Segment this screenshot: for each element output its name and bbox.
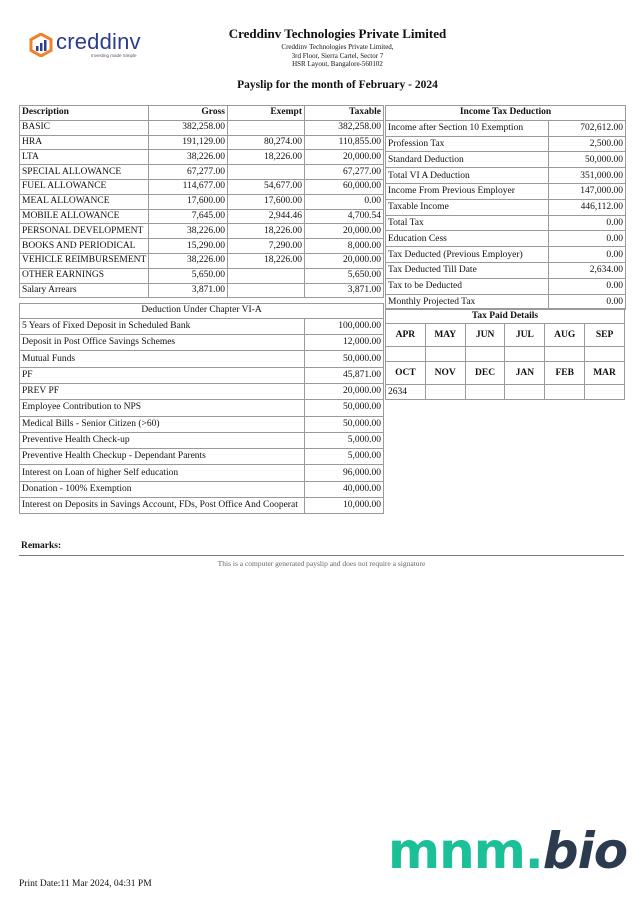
earning-gross: 15,290.00 bbox=[149, 239, 228, 254]
deduction-amount: 20,000.00 bbox=[305, 383, 384, 399]
income-tax-label: Total Tax bbox=[386, 215, 549, 231]
deduction-row bbox=[20, 367, 384, 383]
earnings-row bbox=[20, 120, 384, 135]
income-tax-value: 147,000.00 bbox=[549, 183, 626, 199]
income-tax-header: Income Tax Deduction bbox=[386, 106, 626, 121]
earning-gross: 38,226.00 bbox=[149, 224, 228, 239]
earning-description: Salary Arrears bbox=[20, 283, 149, 298]
income-tax-label: Education Cess bbox=[386, 231, 549, 247]
earning-exempt: 7,290.00 bbox=[228, 239, 305, 254]
earning-exempt: 18,226.00 bbox=[228, 150, 305, 165]
earning-exempt bbox=[228, 268, 305, 283]
tax-paid-month: FEB bbox=[545, 362, 585, 385]
watermark bbox=[388, 822, 627, 880]
deduction-description: Preventive Health Check-up bbox=[20, 432, 305, 448]
deduction-amount: 45,871.00 bbox=[305, 367, 384, 383]
earning-gross: 67,277.00 bbox=[149, 165, 228, 180]
earning-taxable: 20,000.00 bbox=[305, 150, 384, 165]
deduction-row bbox=[20, 383, 384, 399]
signature-note: This is a computer generated payslip and does not require a signature bbox=[217, 559, 426, 568]
tax-paid-value bbox=[505, 385, 545, 400]
income-tax-value: 351,000.00 bbox=[549, 168, 626, 184]
income-tax-label: Tax Deducted (Previous Employer) bbox=[386, 247, 549, 263]
earnings-row bbox=[20, 224, 384, 239]
deduction-amount: 5,000.00 bbox=[305, 432, 384, 448]
income-tax-row bbox=[386, 215, 626, 231]
earning-gross: 114,677.00 bbox=[149, 179, 228, 194]
tax-paid-month: JUL bbox=[505, 324, 545, 347]
deductions-header: Deduction Under Chapter VI-A bbox=[20, 304, 384, 319]
income-tax-row bbox=[386, 136, 626, 152]
income-tax-row bbox=[386, 183, 626, 199]
income-tax-table bbox=[385, 105, 626, 310]
earning-gross: 7,645.00 bbox=[149, 209, 228, 224]
tax-paid-value bbox=[425, 347, 465, 362]
income-tax-value: 0.00 bbox=[549, 247, 626, 263]
income-tax-value: 50,000.00 bbox=[549, 152, 626, 168]
tax-paid-value bbox=[425, 385, 465, 400]
col-header-description: Description bbox=[20, 106, 149, 121]
income-tax-row bbox=[386, 262, 626, 278]
tax-paid-month: DEC bbox=[465, 362, 505, 385]
income-tax-label: Monthly Projected Tax bbox=[386, 294, 549, 310]
tax-paid-month: NOV bbox=[425, 362, 465, 385]
tax-paid-month: SEP bbox=[585, 324, 625, 347]
deduction-row bbox=[20, 351, 384, 367]
deduction-amount: 50,000.00 bbox=[305, 351, 384, 367]
tax-paid-value bbox=[465, 385, 505, 400]
income-tax-row bbox=[386, 278, 626, 294]
logo-tagline: Investing made Simple bbox=[91, 53, 137, 58]
tax-paid-value bbox=[505, 347, 545, 362]
earning-taxable: 382,258.00 bbox=[305, 120, 384, 135]
earning-taxable: 0.00 bbox=[305, 194, 384, 209]
earning-gross: 38,226.00 bbox=[149, 150, 228, 165]
income-tax-row bbox=[386, 247, 626, 263]
earning-description: HRA bbox=[20, 135, 149, 150]
tax-paid-month: MAY bbox=[425, 324, 465, 347]
earning-gross: 191,129.00 bbox=[149, 135, 228, 150]
earning-exempt: 18,226.00 bbox=[228, 224, 305, 239]
tax-paid-values-row bbox=[386, 347, 625, 362]
earnings-table bbox=[19, 105, 384, 298]
tax-paid-month: MAR bbox=[585, 362, 625, 385]
divider bbox=[19, 555, 624, 556]
earning-exempt: 18,226.00 bbox=[228, 253, 305, 268]
income-tax-label: Income From Previous Employer bbox=[386, 183, 549, 199]
income-tax-value: 446,112.00 bbox=[549, 199, 626, 215]
deduction-description: PF bbox=[20, 367, 305, 383]
tax-paid-month: JAN bbox=[505, 362, 545, 385]
company-name: Creddinv Technologies Private Limited bbox=[228, 26, 447, 41]
earning-exempt bbox=[228, 165, 305, 180]
tax-paid-month: AUG bbox=[545, 324, 585, 347]
watermark-part1: mnm. bbox=[388, 822, 543, 880]
earning-taxable: 5,650.00 bbox=[305, 268, 384, 283]
earning-taxable: 67,277.00 bbox=[305, 165, 384, 180]
deduction-row bbox=[20, 416, 384, 432]
income-tax-row bbox=[386, 199, 626, 215]
income-tax-value: 0.00 bbox=[549, 215, 626, 231]
income-tax-value: 702,612.00 bbox=[549, 120, 626, 136]
earning-exempt: 2,944.46 bbox=[228, 209, 305, 224]
earnings-row bbox=[20, 135, 384, 150]
earning-exempt: 54,677.00 bbox=[228, 179, 305, 194]
address-line: 3rd Floor, Sierra Cartel, Sector 7 bbox=[291, 51, 384, 60]
income-tax-row bbox=[386, 152, 626, 168]
remarks-label: Remarks: bbox=[21, 541, 62, 551]
tax-paid-months-row bbox=[386, 324, 625, 347]
deduction-amount: 40,000.00 bbox=[305, 481, 384, 497]
earning-gross: 38,226.00 bbox=[149, 253, 228, 268]
earning-gross: 17,600.00 bbox=[149, 194, 228, 209]
deduction-row bbox=[20, 400, 384, 416]
earning-taxable: 4,700.54 bbox=[305, 209, 384, 224]
deduction-row bbox=[20, 335, 384, 351]
payslip-title: Payslip for the month of February - 2024 bbox=[237, 79, 438, 91]
tax-paid-value bbox=[465, 347, 505, 362]
deductions-table bbox=[19, 303, 384, 514]
deduction-row bbox=[20, 432, 384, 448]
income-tax-label: Profession Tax bbox=[386, 136, 549, 152]
deduction-amount: 50,000.00 bbox=[305, 416, 384, 432]
earnings-header-row bbox=[20, 106, 384, 121]
tax-paid-value bbox=[545, 385, 585, 400]
deduction-description: Interest on Loan of higher Self education bbox=[20, 465, 305, 481]
deduction-row bbox=[20, 481, 384, 497]
deduction-amount: 96,000.00 bbox=[305, 465, 384, 481]
col-header-exempt: Exempt bbox=[228, 106, 305, 121]
income-tax-value: 2,500.00 bbox=[549, 136, 626, 152]
earning-exempt: 80,274.00 bbox=[228, 135, 305, 150]
tax-paid-table bbox=[385, 308, 625, 400]
tax-paid-value bbox=[545, 347, 585, 362]
deduction-description: PREV PF bbox=[20, 383, 305, 399]
earnings-row bbox=[20, 179, 384, 194]
income-tax-value: 0.00 bbox=[549, 278, 626, 294]
income-tax-label: Tax Deducted Till Date bbox=[386, 262, 549, 278]
earning-taxable: 20,000.00 bbox=[305, 253, 384, 268]
watermark-part2: bio bbox=[542, 822, 628, 880]
earning-description: SPECIAL ALLOWANCE bbox=[20, 165, 149, 180]
earnings-row bbox=[20, 239, 384, 254]
earning-description: FUEL ALLOWANCE bbox=[20, 179, 149, 194]
tax-paid-value bbox=[585, 385, 625, 400]
income-tax-row bbox=[386, 231, 626, 247]
tax-paid-month: APR bbox=[386, 324, 426, 347]
earning-taxable: 110,855.00 bbox=[305, 135, 384, 150]
deduction-description: 5 Years of Fixed Deposit in Scheduled Bank bbox=[20, 318, 305, 334]
col-header-taxable: Taxable bbox=[305, 106, 384, 121]
deduction-row bbox=[20, 465, 384, 481]
earnings-row bbox=[20, 209, 384, 224]
address-line: HSR Layout, Bangalore-560102 bbox=[292, 60, 383, 68]
tax-paid-value bbox=[585, 347, 625, 362]
earning-description: LTA bbox=[20, 150, 149, 165]
income-tax-value: 0.00 bbox=[549, 294, 626, 310]
income-tax-value: 0.00 bbox=[549, 231, 626, 247]
deduction-amount: 12,000.00 bbox=[305, 335, 384, 351]
print-date: Print Date:11 Mar 2024, 04:31 PM bbox=[19, 879, 152, 889]
earning-taxable: 20,000.00 bbox=[305, 224, 384, 239]
earnings-row bbox=[20, 165, 384, 180]
deduction-description: Interest on Deposits in Savings Account, FDs, Post Office And Cooperat bbox=[20, 498, 305, 514]
earning-gross: 3,871.00 bbox=[149, 283, 228, 298]
company-header bbox=[200, 26, 475, 69]
tax-paid-month: OCT bbox=[386, 362, 426, 385]
deduction-amount: 5,000.00 bbox=[305, 449, 384, 465]
tax-paid-header: Tax Paid Details bbox=[386, 309, 625, 324]
tax-paid-month: JUN bbox=[465, 324, 505, 347]
address-line: Creddinv Technologies Private Limited, bbox=[281, 43, 394, 51]
deduction-row bbox=[20, 449, 384, 465]
earnings-row bbox=[20, 268, 384, 283]
earning-exempt bbox=[228, 120, 305, 135]
deduction-description: Mutual Funds bbox=[20, 351, 305, 367]
earning-description: MEAL ALLOWANCE bbox=[20, 194, 149, 209]
deduction-amount: 10,000.00 bbox=[305, 498, 384, 514]
earning-gross: 382,258.00 bbox=[149, 120, 228, 135]
tax-paid-value: 2634 bbox=[386, 385, 426, 400]
earning-description: PERSONAL DEVELOPMENT bbox=[20, 224, 149, 239]
deduction-amount: 50,000.00 bbox=[305, 400, 384, 416]
earnings-row bbox=[20, 253, 384, 268]
income-tax-label: Standard Deduction bbox=[386, 152, 549, 168]
income-tax-row bbox=[386, 168, 626, 184]
tax-paid-value bbox=[386, 347, 426, 362]
earning-description: BASIC bbox=[20, 120, 149, 135]
deduction-description: Deposit in Post Office Savings Schemes bbox=[20, 335, 305, 351]
deduction-description: Employee Contribution to NPS bbox=[20, 400, 305, 416]
earning-gross: 5,650.00 bbox=[149, 268, 228, 283]
earnings-row bbox=[20, 194, 384, 209]
earning-exempt bbox=[228, 283, 305, 298]
earnings-row bbox=[20, 283, 384, 298]
company-address bbox=[200, 43, 475, 69]
income-tax-label: Taxable Income bbox=[386, 199, 549, 215]
earning-description: OTHER EARNINGS bbox=[20, 268, 149, 283]
earning-description: MOBILE ALLOWANCE bbox=[20, 209, 149, 224]
deduction-description: Medical Bills - Senior Citizen (>60) bbox=[20, 416, 305, 432]
income-tax-value: 2,634.00 bbox=[549, 262, 626, 278]
earning-taxable: 8,000.00 bbox=[305, 239, 384, 254]
earning-taxable: 3,871.00 bbox=[305, 283, 384, 298]
earning-taxable: 60,000.00 bbox=[305, 179, 384, 194]
logo-chart-icon bbox=[29, 33, 53, 57]
tax-paid-values-row bbox=[386, 385, 625, 400]
earning-description: BOOKS AND PERIODICAL bbox=[20, 239, 149, 254]
deduction-row bbox=[20, 318, 384, 334]
logo-wordmark: creddinv bbox=[56, 29, 141, 54]
deduction-description: Preventive Health Checkup - Dependant Parents bbox=[20, 449, 305, 465]
income-tax-label: Total VI A Deduction bbox=[386, 168, 549, 184]
deduction-description: Donation - 100% Exemption bbox=[20, 481, 305, 497]
company-logo bbox=[29, 31, 149, 65]
income-tax-label: Income after Section 10 Exemption bbox=[386, 120, 549, 136]
income-tax-row bbox=[386, 120, 626, 136]
earnings-row bbox=[20, 150, 384, 165]
earning-exempt: 17,600.00 bbox=[228, 194, 305, 209]
tax-paid-months-row bbox=[386, 362, 625, 385]
col-header-gross: Gross bbox=[149, 106, 228, 121]
income-tax-label: Tax to be Deducted bbox=[386, 278, 549, 294]
deduction-row bbox=[20, 498, 384, 514]
earning-description: VEHICLE REIMBURSEMENT bbox=[20, 253, 149, 268]
deduction-amount: 100,000.00 bbox=[305, 318, 384, 334]
